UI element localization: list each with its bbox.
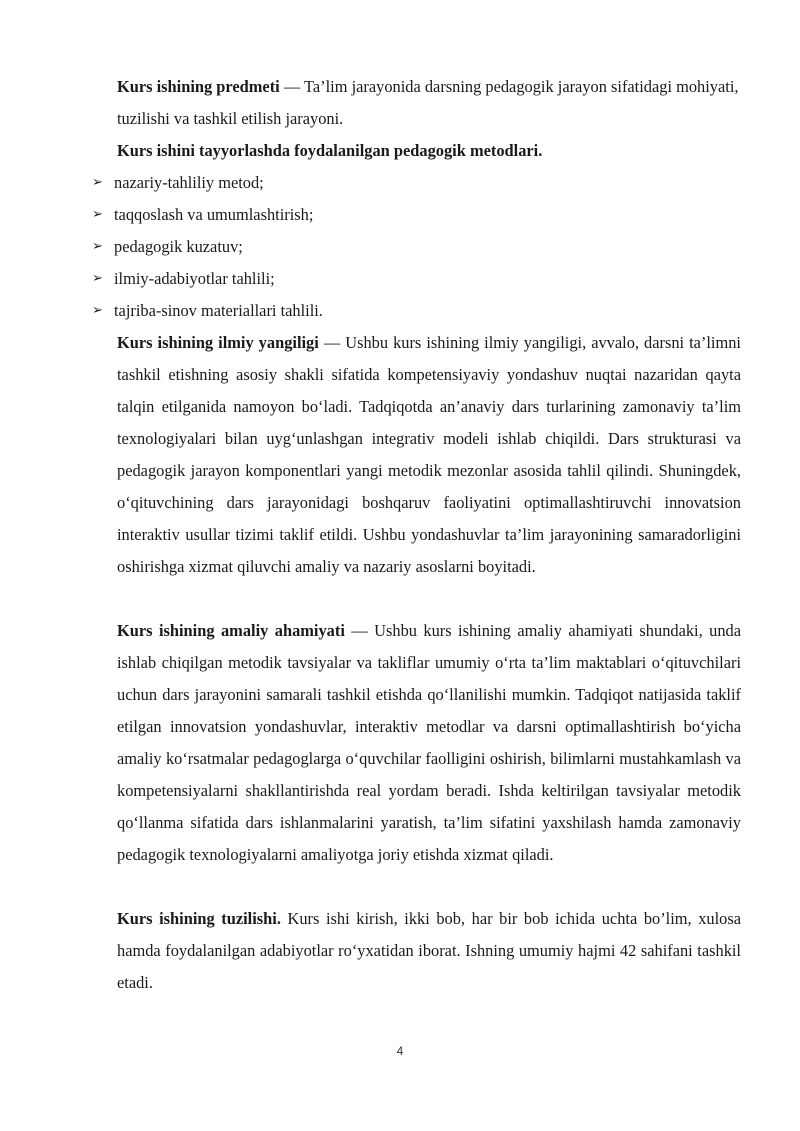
yangiligi-paragraph [117,327,741,583]
methods-list [92,167,741,327]
arrow-right-icon: ➢ [92,207,103,222]
list-item: ➢ pedagogik kuzatuv; [96,231,741,263]
predmet-paragraph [117,71,741,135]
yangiligi-body: — Ushbu kurs ishining ilmiy yangiligi, avvalo, darsni ta’limni tashkil etishning asosiy shakli sifatida kompetensiyaviy yondashuv nuqtai nazaridan qayta talqin etilganida namoyon bo‘ladi. Tadqiqotda an’anaviy dars turlarining zamonaviy ta’lim texnologiyalari bilan uyg‘unlashgan integrativ modeli ishlab chiqildi. Dars strukturasi va pedagogik jarayon komponentlari yangi metodik mezonlar asosida tahlil qilindi. Shuningdek, o‘qituvchining dars jarayonidagi boshqaruv faoliyatini optimallashtiruvchi innovatsion interaktiv usullar tizimi taklif etildi. Ushbu yondashuvlar ta’lim jarayonining samaradorligini oshirishga xizmat qiluvchi amaliy va nazariy asoslarni boyitadi. [117,333,741,576]
yangiligi-heading: Kurs ishining ilmiy yangiligi [117,333,319,352]
ahamiyati-paragraph [117,615,741,871]
methods-heading [117,135,741,167]
tuzilishi-paragraph [117,903,741,999]
predmet-body: — Ta’lim jarayonida darsning pedagogik jarayon sifatidagi mohiyati, tuzilishi va tashkil etilish jarayoni. [117,77,739,128]
arrow-right-icon: ➢ [92,271,103,286]
list-item: ➢ nazariy-tahliliy metod; [96,167,741,199]
arrow-right-icon: ➢ [92,239,103,254]
tuzilishi-body: Kurs ishi kirish, ikki bob, har bir bob ichida uchta bo’lim, xulosa hamda foydalanilgan adabiyotlar ro‘yxatidan iborat. Ishning umumiy hajmi 42 sahifani tashkil etadi. [117,909,742,992]
tuzilishi-heading: Kurs ishining tuzilishi. [117,909,281,928]
ahamiyati-body: — Ushbu kurs ishining amaliy ahamiyati shundaki, unda ishlab chiqilgan metodik tavsiyalar va takliflar umumiy o‘rta ta’lim maktablari o‘qituvchilari uchun dars jarayonini samarali tashkil etishda qo‘llanilishi mumkin. Tadqiqot natijasida taklif etilgan innovatsion yondashuvlar, interaktiv metodlar va darsni optimallashtirish bo‘yicha amaliy ko‘rsatmalar pedagoglarga o‘quvchilar faolligini oshirish, bilimlarni mustahkamlash va kompetensiyalarni shakllantirishda real yordam beradi. Ishda keltirilgan tavsiyalar metodik qo‘llanma sifatida dars ishlanmalarini yaratish, ta’lim sifatini yaxshilash hamda zamonaviy pedagogik texnologiyalarni amaliyotga joriy etishda xizmat qiladi. [117,621,741,864]
ahamiyati-heading: Kurs ishining amaliy ahamiyati [117,621,345,640]
predmet-heading: Kurs ishining predmeti [117,77,280,96]
methods-heading-text: Kurs ishini tayyorlashda foydalanilgan pedagogik metodlari. [117,141,543,160]
arrow-right-icon: ➢ [92,175,103,190]
list-item: ➢ ilmiy-adabiyotlar tahlili; [96,263,741,295]
list-item: ➢ taqqoslash va umumlashtirish; [96,199,741,231]
page-number: 4 [396,1044,404,1058]
list-item: ➢ tajriba-sinov materiallari tahlili. [96,295,741,327]
arrow-right-icon: ➢ [92,303,103,318]
